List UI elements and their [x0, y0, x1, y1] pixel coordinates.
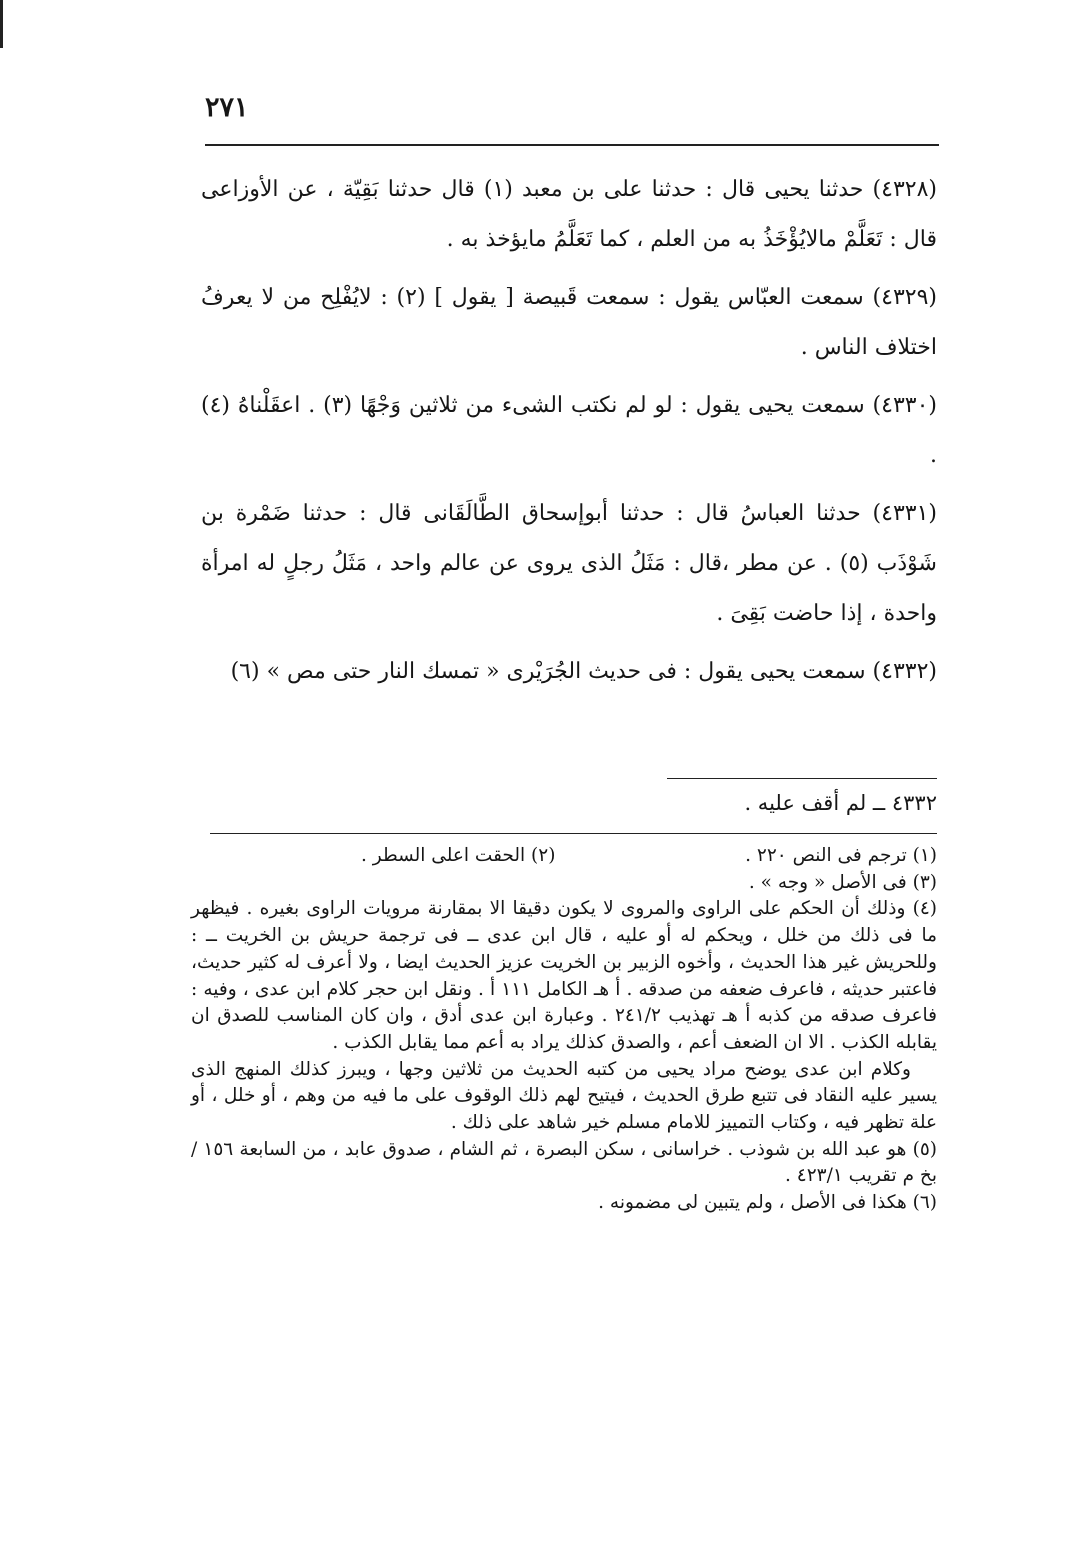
scan-edge-mark: [0, 0, 3, 48]
entry-4330: (٤٣٣٠) سمعت يحيى يقول : لو لم نكتب الشىء من ثلاثين وَجْهًا (٣) . اعقَلْناهُ (٤) .: [201, 393, 937, 468]
footnotes: [191, 843, 937, 1217]
footnote-4-continued: وكلام ابن عدى يوضح مراد يحيى من كتبه الحديث من ثلاثين وجها ، ويبرز كذلك المنهج الذى يسير عليه النقاد فى تتبع طرق الحديث ، فيتيح لهم ذلك الوقوف على ما فيه من وهم ، أو خلل ، أو علة تظهر فيه ، وكتاب التمييز للامام مسلم خير شاهد على ذلك .: [191, 1058, 937, 1134]
entry-4332: (٤٣٣٢) سمعت يحيى يقول : فى حديث الجُرَيْرى « تمسك النار حتى مص » (٦): [230, 659, 937, 684]
entry-4331: (٤٣٣١) حدثنا العباسُ قال : حدثنا أبوإسحاق الطَّالَقَانى قال : حدثنا ضَمْرة بن شَوْذَب (٥) . عن مطر ،قال : مَثَلُ الذى يروى عن عالم واحد ، مَثَلُ رجلٍ له امرأة واحدة ، إذا حاضت بَقِىَ .: [201, 501, 937, 626]
footnote-2: (٢) الحقت اعلى السطر .: [361, 845, 556, 866]
page-number: ٢٧١: [205, 92, 249, 123]
note-rule: [667, 778, 937, 779]
header-rule: [205, 144, 939, 146]
entry-4328: (٤٣٢٨) حدثنا يحيى قال : حدثنا على بن معبد (١) قال حدثنا بَقِيّة ، عن الأوزاعى قال : تَعَلَّمْ مالايُؤْخَذُ به من العلم ، كما تَعَلَّمُ مايؤخذ به .: [201, 177, 937, 252]
entry-4329: (٤٣٢٩) سمعت العبّاس يقول : سمعت قَبيصة [ يقول ] (٢) : لايُفْلِح من لا يعرفُ اختلاف الناس .: [201, 285, 937, 360]
note-4332: ٤٣٣٢ ــ لم أقف عليه .: [744, 791, 937, 815]
main-text: [201, 165, 937, 705]
footnote-5: (٥) هو عبد الله بن شوذب . خراسانى ، سكن البصرة ، ثم الشام ، صدوق عابد ، من السابعة ١٥٦ /بخ م تقريب ٤٢٣/١ .: [191, 1138, 937, 1187]
footnote-6: (٦) هكذا فى الأصل ، ولم يتبين لى مضمونه .: [598, 1192, 937, 1214]
footnote-1: (١) ترجم فى النص ٢٢٠ .: [745, 845, 937, 866]
footnotes-rule: [210, 833, 937, 834]
footnote-3: (٣) فى الأصل « وجه » .: [748, 871, 937, 893]
footnote-4: (٤) وذلك أن الحكم على الراوى والمروى لا يكون دقيقا الا بمقارنة مرويات الراوى بغيره . فيظهر ما فى ذلك من خلل ، ويحكم له أو عليه ، قال ابن عدى ــ فى ترجمة حريش بن الخريت ــ : وللحريش غير هذا الحديث ، وأخوه الزبير بن الخريت عزيز الحديث ايضا ، ولا أعرف له كثير حديث، فاعتبر حديثه ، فاعرف ضعفه من صدقه . أ هـ الكامل ١١١ أ . ونقل ابن حجر كلام ابن عدى ، وفيه : فاعرف صدقه من كذبه أ هـ تهذيب ٢٤١/٢ . وعبارة ابن عدى أدق ، وان كان المناسب للصدق ان يقابله الكذب . الا ان الضعف أعم ، والصدق كذلك يراد به أعم مما يقابل الكذب .: [191, 898, 937, 1053]
footnote-row-1-2: [191, 843, 937, 870]
